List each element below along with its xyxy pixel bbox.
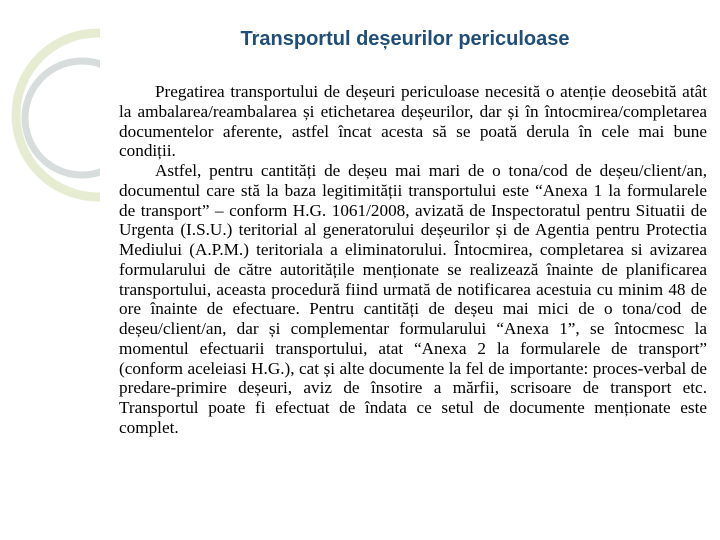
inner-ring-arc [25, 61, 100, 175]
paragraph-2: Astfel, pentru cantități de deșeu mai mari de o tona/cod de deșeu/client/an, documentul care stă la baza legitimității transportului este “Anexa 1 la formularele de transport” – conform H.G. 1061/2008, avizată de Inspectoratul pentru Situatii de Urgenta (I.S.U.) teritorial al generatorului deșeurilor și de Agentia pentru Protectia Mediului (A.P.M.) teritoriala a eliminatorului. Întocmirea, completarea si avizarea formularului de către autoritățile menționate se realizează înainte de planificarea transportului, aceasta procedură fiind urmată de notificarea acestuia cu minim 48 de ore înainte de efectuare. Pentru cantități de deșeu mai mici de o tona/cod de deșeu/client/an, dar și complementar formularului “Anexa 1”, se întocmesc la momentul efectuarii transportului, atat “Anexa 2 la formularele de transport” (conform aceleiasi H.G.), cat și alte documente la fel de importante: proces-verbal de predare-primire deșeuri, aviz de însotire a mărfii, scrisoare de transport etc. Transportul poate fi efectuat de îndata ce setul de documente menționate este complet. [119, 161, 707, 437]
paragraph-1: Pregatirea transportului de deșeuri periculoase necesită o atenție deosebită atât la ambalarea/reambalarea și etichetarea deșeurilor, dar și în întocmirea/completarea documentelor aferente, astfel încat acesta să se poată derula în cele mai bune condiții. [119, 82, 707, 161]
document-body [119, 82, 707, 438]
page-title: Transportul deșeurilor periculoase [240, 28, 570, 50]
